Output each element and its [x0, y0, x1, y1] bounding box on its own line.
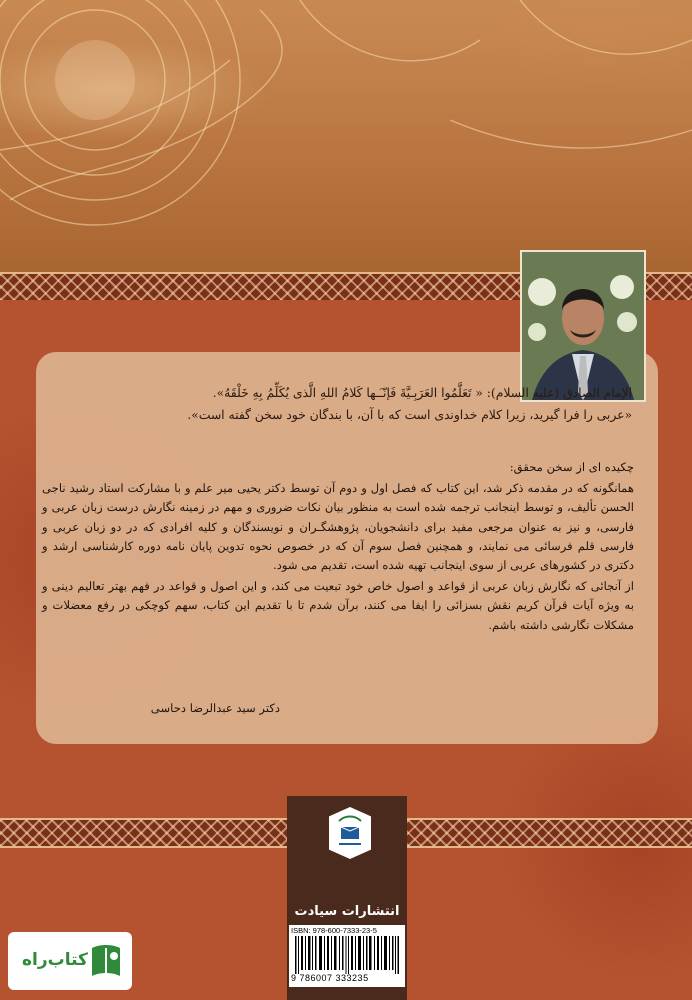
arabesque-ornament — [0, 0, 692, 275]
author-signature: دکتر سید عبدالرضا دحاسی — [150, 701, 280, 715]
summary-heading: چکیده ای از سخن محقق: — [509, 460, 634, 474]
barcode-box — [289, 925, 405, 987]
barcode-digits: 9 786007 333235 — [291, 973, 369, 983]
summary-body — [42, 458, 634, 635]
isbn-label: ISBN: 978-600-7333-23-5 — [291, 926, 377, 935]
summary-paragraph-2: از آنجائی که نگارش زبان عربی از قواعد و اصول خاص خود تبعیت می کند، و این اصول و قواعد در فهم بهتر تعالیم دینی و به ویژه آیات قرآن کریم نقش بسزائی را ایفا می کنند، برآن شدم تا با تقدیم این کتاب، سهم کوچکی در رفع معضلات و مشکلات نگارشی داشته باشم. — [42, 579, 634, 632]
publisher-name: انتشارات سیادت — [294, 904, 400, 919]
watermark-badge — [8, 932, 132, 990]
book-icon — [88, 942, 124, 980]
author-photo — [520, 250, 646, 402]
quote-block — [52, 382, 632, 426]
summary-paragraph-1: همانگونه که در مقدمه ذکر شد، این کتاب که فصل اول و دوم آن توسط دکتر یحیی میر علم و با مشارکت استاد رشید ناجی الحسن تألیف، و توسط اینجانب ترجمه شده است به منظور بیان نکات ضروری و مهم در زمینه نگارش درست زبان عربی و فارسی، و نیز به عنوان مرجعی مفید برای دانشجویان، پژوهشگـران و نویسندگان و کلیه افرادی که در دو زبان عربی و فارسی قلم فرسائی می نمایند، و همچنین فصل سوم آن که در خصوص نحوه تدوین پایان نامه دوره کارشناسی ارشد و دکتری در کشورهای عربی از سوی اینجانب تهیه شده است، تقدیم می شود. — [42, 481, 634, 573]
barcode-bars — [295, 936, 399, 974]
quote-arabic: الإمام الصادق (علیه السلام): « تَعَلَّمُوا العَرَبِـیَّةَ فَإنّـَـها کَلامُ اللهِ الَّذی یُکَلِّمُ بِهِ خَلْقَهُ». — [212, 386, 632, 400]
watermark-label: کتاب‌راه — [22, 950, 88, 970]
quote-persian: «عربی را فرا گیرید، زیرا کلام خداوندی است که با آن، با بندگان خود سخن گفته است». — [187, 408, 632, 422]
publisher-logo — [329, 807, 371, 859]
